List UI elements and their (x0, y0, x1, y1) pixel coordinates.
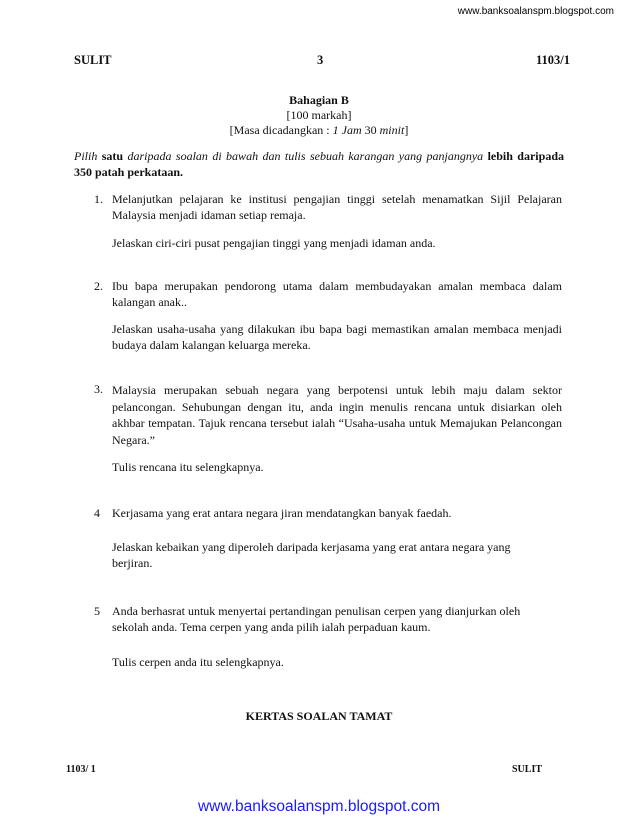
question-task: Jelaskan usaha-usaha yang dilakukan ibu bapa bagi memastikan amalan membaca menjadi budaya dalam kalangan keluarga mereka. (112, 322, 562, 352)
question-task: Tulis cerpen anda itu selengkapnya. (112, 655, 284, 669)
top-url-text: www.banksoalanspm.blogspot.com (457, 6, 614, 17)
bottom-url-link[interactable]: www.banksoalanspm.blogspot.com (197, 798, 441, 815)
question-task: Jelaskan ciri-ciri pusat pengajian tinggi yang menjadi idaman anda. (112, 236, 436, 250)
question-number: 2. (94, 279, 103, 293)
footer-code: 1103/ 1 (66, 764, 96, 775)
instr-satu: satu (101, 149, 124, 163)
question-task: Tulis rencana itu selengkapnya. (112, 460, 264, 474)
instructions (74, 149, 564, 180)
section-time: [Masa dicadangkan : 1 Jam 30 minit] (229, 123, 409, 137)
question-number: 1. (94, 192, 103, 206)
question-number: 3. (94, 382, 103, 396)
question-task: Jelaskan kebaikan yang diperoleh daripada kerjasama yang erat antara negara yang berjiran. (112, 540, 511, 570)
end-of-paper-text: KERTAS SOALAN TAMAT (245, 709, 393, 723)
question-text: Ibu bapa merupakan pendorong utama dalam membudayakan amalan membaca dalam kalangan anak.. (112, 279, 562, 309)
instr-middle: daripada soalan di bawah dan tulis sebuah karangan yang panjangnya (127, 149, 484, 163)
question-text: Melanjutkan pelajaran ke institusi pengajian tinggi setelah menamatkan Sijil Pelajaran Malaysia menjadi idaman setiap remaja. (112, 192, 562, 222)
question-number: 5 (94, 604, 100, 618)
section-marks: [100 markah] (286, 108, 352, 122)
paper-code: 1103/1 (535, 53, 570, 67)
instr-tail: lebih daripada 350 patah perkataan. (74, 149, 564, 179)
question-number: 4 (94, 506, 100, 520)
instr-pilih: Pilih (74, 149, 98, 163)
page-number: 3 (317, 53, 324, 67)
question-text: Anda berhasrat untuk menyertai pertandingan penulisan cerpen yang dianjurkan oleh sekolah anda. Tema cerpen yang anda pilih ialah perpaduan kaum. (112, 604, 521, 634)
question-text: Malaysia merupakan sebuah negara yang berpotensi untuk lebih maju dalam sektor pelancongan. Sehubungan dengan itu, anda ingin menulis rencana untuk disiarkan oleh akhbar tempatan. Tajuk rencana tersebut ialah “Usaha-usaha untuk Memajukan Pelancongan Negara.” (112, 383, 562, 447)
question-text: Kerjasama yang erat antara negara jiran mendatangkan banyak faedah. (112, 506, 452, 520)
footer-sulit: SULIT (511, 764, 542, 775)
header-sulit: SULIT (74, 53, 112, 67)
section-title: Bahagian B (289, 93, 349, 107)
